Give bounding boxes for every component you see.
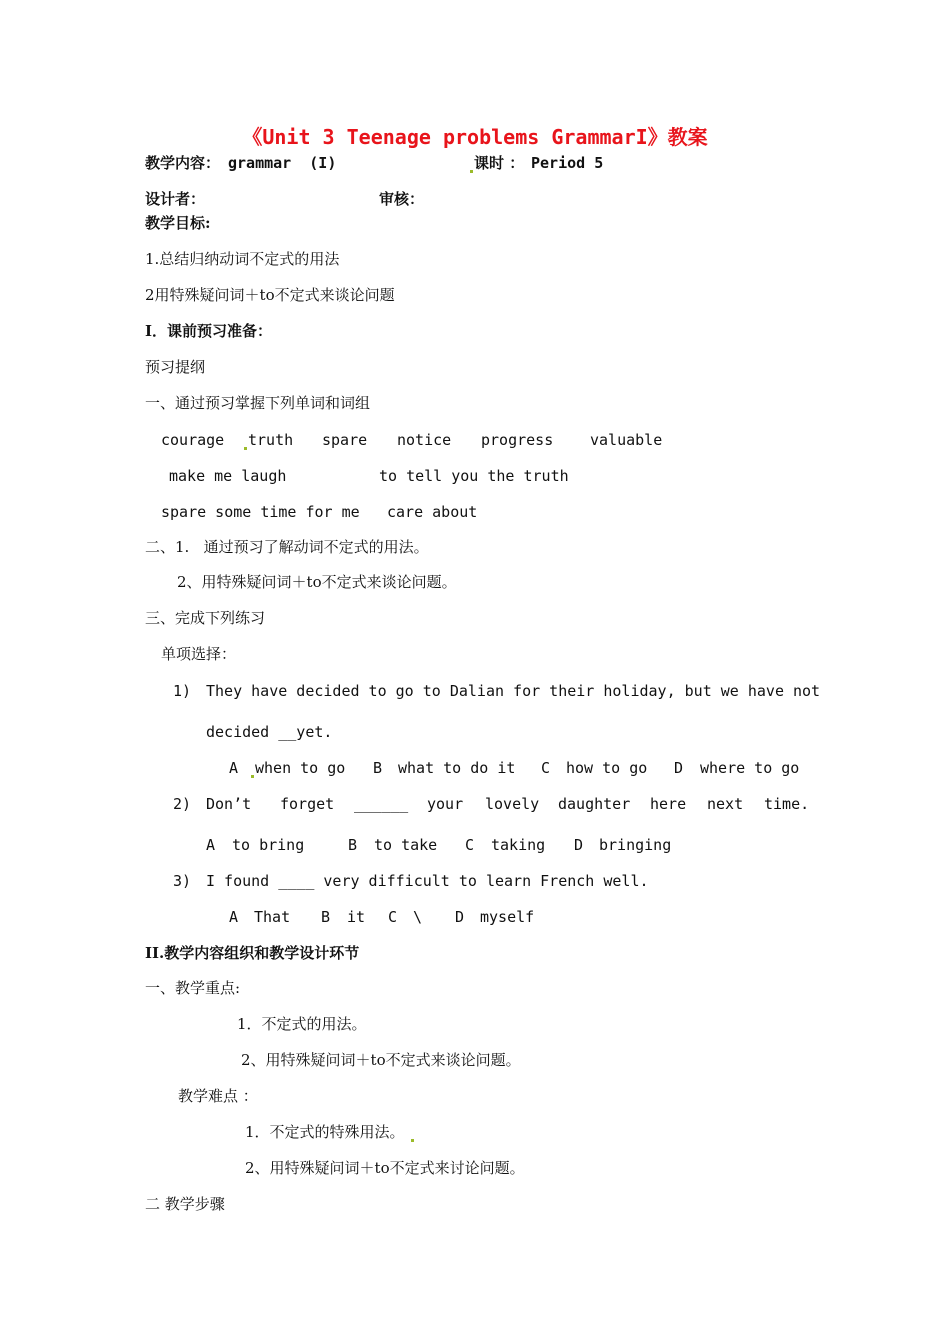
option-text: bringing (599, 836, 672, 854)
period-label: 课时 ： (469, 153, 524, 173)
preview-step-2b: 2、用特殊疑问词＋to不定式来谈论问题。 (177, 573, 457, 591)
goal-item: 1.总结归纳动词不定式的用法 (145, 250, 340, 268)
key-points-label: 一、教学重点: (145, 979, 241, 997)
period-value: Period 5 (531, 154, 604, 172)
preview-outline: 预习提纲 (145, 358, 206, 376)
difficulty-label: 教学难点 ： (178, 1087, 258, 1105)
content-label: 教学内容： (145, 154, 221, 172)
question-word: here (650, 795, 687, 813)
key-point: 2、用特殊疑问词＋to不定式来谈论问题。 (241, 1051, 521, 1069)
option-letter: A (206, 836, 216, 854)
vocab-word: notice (397, 431, 452, 449)
question-number: 2) (173, 795, 192, 813)
option-letter: B (348, 836, 358, 854)
preview-heading: I．课前预习准备： (145, 322, 273, 340)
stray-mark (244, 447, 247, 450)
question-word: forget (280, 795, 335, 813)
vocab-word: progress (481, 431, 554, 449)
question-word: your (427, 795, 464, 813)
question-number: 1) (173, 682, 192, 700)
document-title: 《Unit 3 Teenage problems GrammarI》教案 (242, 125, 708, 149)
stray-mark (470, 170, 473, 173)
option-text: when to go (250, 758, 345, 778)
option-text: \ (413, 908, 423, 926)
question-word: next (707, 795, 744, 813)
stray-mark (251, 775, 254, 778)
option-letter: D (455, 908, 465, 926)
option-letter: D (674, 759, 684, 777)
question-blank: ______ (354, 795, 409, 813)
option-letter: C (465, 836, 475, 854)
option-text: how to go (566, 759, 648, 777)
option-text: That (254, 908, 291, 926)
option-text: myself (480, 908, 535, 926)
question-word: lovely (485, 795, 540, 813)
vocab-word: valuable (590, 431, 663, 449)
preview-step-3: 三、完成下列练习 (145, 609, 266, 627)
stray-mark (411, 1139, 414, 1142)
question-text: They have decided to go to Dalian for their holiday, but we have not (206, 682, 821, 700)
key-point: 1．不定式的用法。 (237, 1015, 367, 1033)
preview-step-1: 一、通过预习掌握下列单词和词组 (145, 394, 371, 412)
vocab-phrase: to tell you the truth (379, 467, 569, 485)
option-letter: B (321, 908, 331, 926)
option-text: to take (374, 836, 438, 854)
question-text: I found ____ very difficult to learn French well. (206, 872, 649, 890)
option-letter: B (373, 759, 383, 777)
vocab-phrase: care about (387, 503, 478, 521)
option-letter: A (229, 908, 239, 926)
goals-heading: 教学目标: (145, 214, 211, 232)
question-text-cont: decided __yet. (206, 723, 333, 741)
question-word: time. (764, 795, 810, 813)
content-value: grammar (I) (228, 154, 337, 172)
option-text: it (347, 908, 366, 926)
section-2-heading: II.教学内容组织和教学设计环节 (145, 944, 360, 962)
difficulty-point: 2、用特殊疑问词＋to不定式来讨论问题。 (245, 1159, 525, 1177)
option-letter: A (229, 759, 239, 777)
option-text: what to do it (398, 759, 516, 777)
option-text: to bring (232, 836, 305, 854)
preview-step-2a: 二、1. 通过预习了解动词不定式的用法。 (145, 538, 429, 556)
vocab-phrase: spare some time for me (161, 503, 360, 521)
teaching-steps-label: 二 教学步骤 (145, 1195, 225, 1213)
question-word: daughter (558, 795, 631, 813)
question-number: 3) (173, 872, 192, 890)
question-word: Don’t (206, 795, 252, 813)
reviewer-label: 审核： (379, 190, 425, 208)
goal-item: 2用特殊疑问词＋to不定式来谈论问题 (145, 286, 395, 304)
vocab-word: courage (161, 431, 225, 449)
designer-label: 设计者： (145, 190, 206, 208)
vocab-word: spare (322, 431, 368, 449)
option-text: where to go (700, 759, 800, 777)
option-letter: C (388, 908, 398, 926)
vocab-word: truth (243, 430, 293, 450)
vocab-phrase: make me laugh (169, 467, 287, 485)
option-letter: D (574, 836, 584, 854)
option-text: taking (491, 836, 546, 854)
option-letter: C (541, 759, 551, 777)
mc-label: 单项选择： (161, 645, 237, 663)
difficulty-point: 1．不定式的特殊用法。 (245, 1122, 415, 1142)
